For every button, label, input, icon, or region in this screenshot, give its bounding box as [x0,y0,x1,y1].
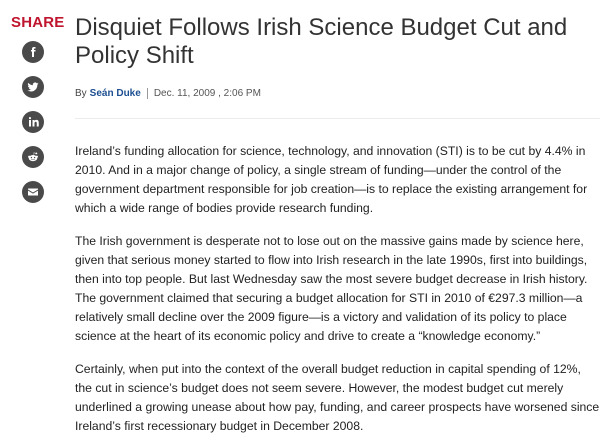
email-share-button[interactable] [22,181,44,203]
header-divider [75,118,600,119]
twitter-share-button[interactable] [22,76,44,98]
article [75,14,600,439]
reddit-icon [27,151,39,163]
byline-by: By [75,88,87,99]
email-icon [27,186,39,198]
facebook-share-button[interactable] [22,41,44,63]
publish-date: Dec. 11, 2009 , 2:06 PM [153,88,261,99]
article-paragraph: Certainly, when put into the context of the overall budget reduction in capital spending of 12%, the cut in science’s budget does not seem severe. However, the modest budget cut merely underlined a growing unease about how pay, funding, and career prospects have worsened since Ireland’s first recessionary budget in December 2008. [75,362,600,433]
twitter-icon [27,81,39,93]
share-rail [10,14,65,216]
linkedin-share-button[interactable] [22,111,44,133]
article-body [75,142,600,436]
byline-divider [147,88,148,99]
article-title: Disquiet Follows Irish Science Budget Cut and Policy Shift [75,14,568,69]
article-paragraph: Ireland’s funding allocation for science, technology, and innovation (STI) is to be cut by 4.4% in 2010. And in a major change of policy, a single stream of funding—under the control of the government department responsible for job creation—is to replace the existing arrangement for which a wide range of bodies provide research funding. [75,144,588,215]
reddit-share-button[interactable] [22,146,44,168]
share-label: SHARE [11,14,65,31]
linkedin-icon [27,116,39,128]
facebook-icon [27,46,39,58]
article-paragraph: The Irish government is desperate not to lose out on the massive gains made by science here, given that serious money started to flow into Irish research in the late 1990s, first into buildings, then into top people. But last Wednesday saw the most severe budget decrease in Irish history. The government claimed that securing a budget allocation for STI in 2010 of €297.3 million—a relatively small decline over the 2009 figure—is a victory and validation of its policy to place science at the heart of its economic policy and drive to create a “knowledge economy.” [75,234,588,343]
byline [75,88,600,99]
author-link[interactable]: Seán Duke [89,88,141,99]
